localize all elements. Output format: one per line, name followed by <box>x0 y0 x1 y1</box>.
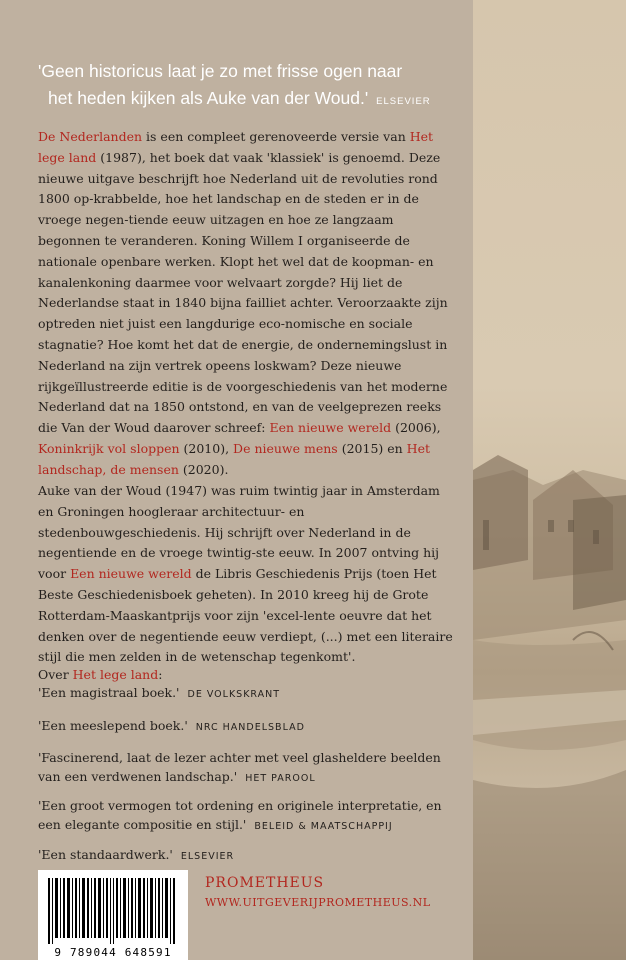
review-quote <box>38 796 458 836</box>
top-quote-line2 <box>38 85 458 115</box>
review-source: BELEID & MAATSCHAPPIJ <box>254 821 393 832</box>
title-ref: De Nederlanden <box>38 129 143 144</box>
canal-photo-image <box>473 0 626 960</box>
review-text: 'Een groot vermogen tot ordening en originele interpretatie, en een elegante compositie en stijl.' <box>38 798 442 832</box>
book-ref-een-nieuwe-wereld: Een nieuwe wereld <box>269 420 392 436</box>
book-ref-koninkrijk-vol-sloppen: Koninkrijk vol sloppen <box>38 440 180 456</box>
top-quote-source: ELSEVIER <box>376 96 431 107</box>
review-quote <box>38 845 458 866</box>
review-text: 'Fascinerend, laat de lezer achter met veel glasheldere beelden van een verdwenen landschap.' <box>38 750 441 784</box>
isbn-barcode <box>38 870 188 960</box>
review-source: HET PAROOL <box>245 773 316 784</box>
book-ref-de-nieuwe-mens: De nieuwe mens <box>233 440 338 456</box>
barcode-bars <box>46 878 180 944</box>
top-quote-line1: 'Geen historicus laat je zo met frisse ogen naar <box>38 61 403 81</box>
over-book-ref: Het lege land <box>72 667 159 682</box>
author-bio <box>38 481 458 668</box>
review-text: 'Een standaardwerk.' <box>38 847 173 862</box>
blurb-text-2: (1987), het boek dat vaak 'klassiek' is genoemd. Deze nieuwe uitgave beschrijft hoe Nederland uit de revoluties rond 1800 op-krabbelde, hoe het landschap en de steden er in de vroege negen-tiende eeuw uitzagen en hoe ze langzaam begonnen te veranderen. Koning Willem I organiseerde de nationale openbare werken. Klopt het wel dat de koopman- en kanalenkoning daarmee voor welvaart zorgde? Hij liet de Nederlandse staat in 1840 bijna failliet achter. Veroorzaakte zijn optreden niet juist een langdurige eco-nomische en sociale stagnatie? Hoe komt het dat de energie, de ondernemingslust in Nederland na zijn vertrek opeens loskwam? Deze nieuwe rijkgeïllustreerde editie is de voorgeschiedenis van het moderne Nederland dat na 1850 ontstond, en van de veelgeprezen reeks die Van der Woud daarover schreef: <box>38 149 448 436</box>
review-text: 'Een magistraal boek.' <box>38 685 180 700</box>
review-source: DE VOLKSKRANT <box>187 689 281 700</box>
isbn-number: 9 789044 648591 <box>54 946 172 959</box>
review-source: NRC HANDELSBLAD <box>195 722 305 733</box>
review-source: ELSEVIER <box>180 851 235 862</box>
review-quote <box>38 716 458 737</box>
blurb-text-1: is een compleet gerenoveerde versie van <box>142 129 410 144</box>
blurb-text-5: (2015) en <box>337 440 407 456</box>
blurb-text-3: (2006), <box>391 420 441 436</box>
publisher-website: WWW.UITGEVERIJPROMETHEUS.NL <box>205 896 431 909</box>
review-text: 'Een meeslepend boek.' <box>38 718 188 733</box>
over-colon: : <box>158 667 163 682</box>
bio-book-ref: Een nieuwe wereld <box>70 566 192 582</box>
review-quote <box>38 748 458 788</box>
over-label: Over <box>38 667 73 682</box>
blurb-text-4: (2010), <box>179 440 234 456</box>
bio-text-1: Auke van der Woud (1947) was ruim twintig jaar in Amsterdam en Groningen hoogleraar architectuur- en stedenbouwgeschiedenis. Hij schrijft over Nederland in de negentiende en de vroege twintig-ste eeuw. In 2007 ontving hij voor <box>38 483 440 582</box>
book-ref-het-lege-land: Het lege land <box>38 129 434 165</box>
top-quote <box>38 58 458 115</box>
book-ref-het-landschap: Het landschap, de mensen <box>38 440 430 477</box>
bio-text-2: de Libris Geschiedenis Prijs (toen Het Beste Geschiedenisboek geheten). In 2010 kreeg hij de Grote Rotterdam-Maaskantprijs voor zijn 'excel-lente oeuvre dat het denken over de negentiende eeuw verdiept, (...) met een literaire stijl die men zelden in de wetenschap tegenkomt'. <box>38 566 453 665</box>
publisher-logo: PROMETHEUS <box>205 875 325 891</box>
review-quote <box>38 683 458 704</box>
blurb-text-6: (2020). <box>178 461 229 477</box>
canal-photo <box>473 0 626 960</box>
top-quote-line2-text: het heden kijken als Auke van der Woud.' <box>48 88 369 108</box>
blurb-paragraph <box>38 127 458 481</box>
